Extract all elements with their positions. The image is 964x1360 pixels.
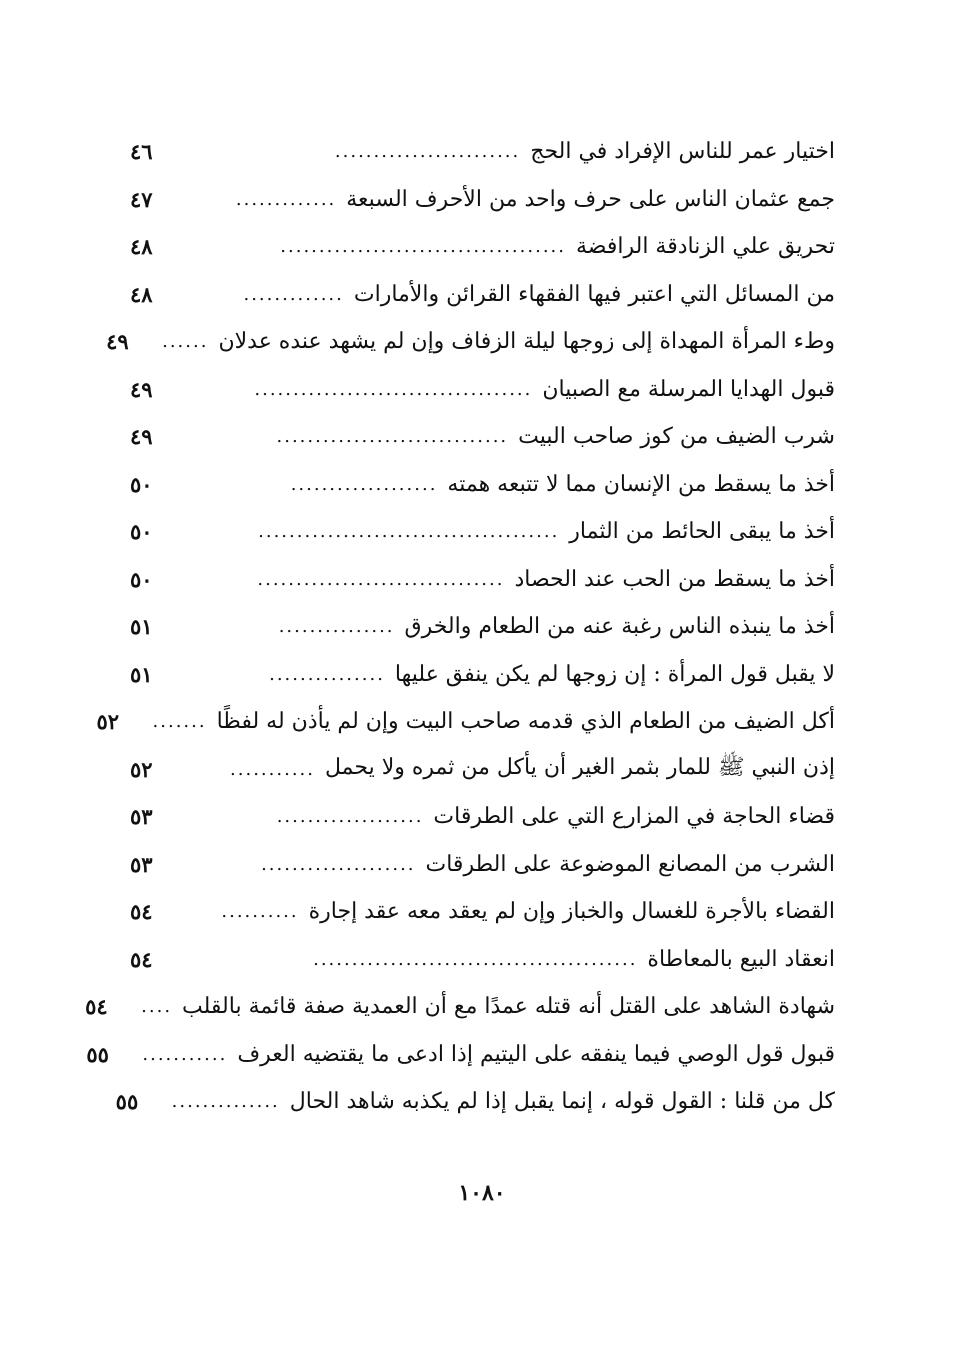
toc-entry-title: أخذ ما ينبذه الناس رغبة عنه من الطعام والخرق xyxy=(404,614,835,640)
toc-leader-dots: ............... xyxy=(269,663,385,685)
toc-entry-page: ٥٠ xyxy=(130,471,153,497)
toc-entry-text xyxy=(186,753,835,785)
toc-entry-text xyxy=(186,377,835,402)
toc-entry-text xyxy=(186,662,835,687)
toc-entry-title: الشرب من المصانع الموضوعة على الطرقات xyxy=(425,851,835,877)
toc-leader-dots: .......... xyxy=(221,901,299,923)
toc-entry xyxy=(85,983,835,1031)
toc-entry-text xyxy=(141,994,835,1019)
toc-entry-text xyxy=(186,282,835,307)
toc-entry-text xyxy=(186,187,835,212)
toc-entry xyxy=(130,366,835,414)
toc-entry-page: ٤٦ xyxy=(130,139,153,165)
toc-entry-title: القضاء بالأجرة للغسال والخباز وإن لم يعقد معه عقد إجارة xyxy=(308,899,835,925)
page-number: ١٠٨٠ xyxy=(458,1180,506,1206)
toc-leader-dots: ....................................... xyxy=(258,521,560,543)
toc-leader-dots: .............................. xyxy=(276,426,509,448)
toc-entry-title: انعقاد البيع بالمعاطاة xyxy=(647,946,835,972)
toc-entry-text xyxy=(186,519,835,544)
toc-entry-page: ٥٥ xyxy=(115,1089,139,1115)
table-of-contents xyxy=(85,128,835,1126)
toc-entry-text xyxy=(153,709,835,734)
toc-entry xyxy=(86,1031,835,1079)
toc-entry-page: ٥٠ xyxy=(130,566,153,592)
toc-entry xyxy=(96,698,835,746)
toc-leader-dots: ................... xyxy=(290,473,438,495)
toc-entry-title: إذن النبي ﷺ للمار بثمر الغير أن يأكل من ثمره ولا يحمل xyxy=(325,755,835,781)
toc-leader-dots: ..................................... xyxy=(280,236,566,258)
toc-entry xyxy=(130,176,835,224)
toc-entry-page: ٥١ xyxy=(130,661,153,687)
toc-leader-dots: ........................ xyxy=(334,141,521,163)
toc-entry-title: وطء المرأة المهداة إلى زوجها ليلة الزفاف وإن لم يشهد عنده عدلان xyxy=(218,329,835,355)
toc-entry xyxy=(130,746,835,794)
toc-entry xyxy=(115,1078,835,1126)
toc-entry-text xyxy=(162,329,835,354)
toc-entry-title: أخذ ما يبقى الحائط من الثمار xyxy=(569,519,835,545)
toc-entry xyxy=(106,318,835,366)
toc-entry-title: قضاء الحاجة في المزارع التي على الطرقات xyxy=(433,804,835,830)
toc-entry-title: قبول قول الوصي فيما ينفقه على اليتيم إذا ادعى ما يقتضيه العرف xyxy=(237,1041,835,1067)
toc-entry-title: لا يقبل قول المرأة : إن زوجها لم يكن ينفق عليها xyxy=(394,661,835,687)
toc-leader-dots: .................................... xyxy=(254,378,533,400)
toc-entry-title: تحريق علي الزنادقة الرافضة xyxy=(575,234,835,260)
toc-entry-title: شرب الضيف من كوز صاحب البيت xyxy=(518,424,835,450)
toc-entry-text xyxy=(186,804,835,829)
toc-entry xyxy=(130,841,835,889)
toc-entry-title: قبول الهدايا المرسلة مع الصبيان xyxy=(542,376,835,402)
toc-entry xyxy=(130,413,835,461)
toc-entry-title: أخذ ما يسقط من الحب عند الحصاد xyxy=(514,566,835,592)
toc-entry-page: ٥٢ xyxy=(130,756,153,782)
toc-leader-dots: .... xyxy=(141,996,173,1018)
toc-entry-page: ٤٩ xyxy=(130,376,153,402)
toc-leader-dots: ....... xyxy=(152,711,207,733)
toc-entry-page: ٥٤ xyxy=(130,899,153,925)
toc-leader-dots: .................... xyxy=(261,853,416,875)
toc-leader-dots: ................... xyxy=(276,806,424,828)
toc-entry-page: ٥٤ xyxy=(85,994,108,1020)
toc-entry-text xyxy=(186,899,835,924)
toc-entry-page: ٥٣ xyxy=(130,804,153,830)
toc-entry-text xyxy=(186,947,835,972)
toc-entry-text xyxy=(186,424,835,449)
toc-entry xyxy=(130,651,835,699)
toc-entry-title: اختيار عمر للناس الإفراد في الحج xyxy=(530,139,835,165)
toc-leader-dots: ............. xyxy=(235,188,337,210)
toc-entry-text xyxy=(186,852,835,877)
toc-leader-dots: .............. xyxy=(171,1091,280,1113)
toc-entry-title: جمع عثمان الناس على حرف واحد من الأحرف السبعة xyxy=(346,186,835,212)
toc-entry xyxy=(130,128,835,176)
toc-entry xyxy=(130,461,835,509)
toc-entry-text xyxy=(186,472,835,497)
toc-leader-dots: ............... xyxy=(278,616,395,638)
toc-entry xyxy=(130,793,835,841)
toc-leader-dots: ...... xyxy=(162,331,209,353)
toc-leader-dots: ............. xyxy=(243,283,344,305)
toc-entry-text xyxy=(186,139,835,164)
toc-entry xyxy=(130,271,835,319)
toc-entry-text xyxy=(142,1042,835,1067)
toc-entry xyxy=(130,603,835,651)
toc-entry-text xyxy=(186,234,835,259)
toc-entry-title: أكل الضيف من الطعام الذي قدمه صاحب البيت وإن لم يأذن له لفظًا xyxy=(216,709,835,735)
toc-entry xyxy=(130,223,835,271)
toc-entry xyxy=(130,936,835,984)
toc-entry-text xyxy=(172,1089,835,1114)
toc-entry-page: ٤٩ xyxy=(106,329,129,355)
toc-leader-dots: ................................ xyxy=(257,568,505,590)
toc-leader-dots: ........... xyxy=(142,1043,228,1065)
toc-entry xyxy=(130,556,835,604)
toc-entry-page: ٥٤ xyxy=(130,946,153,972)
toc-entry-title: كل من قلنا : القول قوله ، إنما يقبل إذا لم يكذبه شاهد الحال xyxy=(289,1089,835,1115)
toc-entry-page: ٥٢ xyxy=(96,709,120,735)
toc-leader-dots: .......................................... xyxy=(313,948,638,970)
toc-entry-page: ٥٥ xyxy=(86,1041,109,1067)
toc-entry-title: من المسائل التي اعتبر فيها الفقهاء القرائن والأمارات xyxy=(353,281,835,307)
toc-entry-text xyxy=(186,567,835,592)
toc-entry-page: ٤٨ xyxy=(130,234,153,260)
toc-entry xyxy=(130,508,835,556)
toc-entry-page: ٤٨ xyxy=(130,281,153,307)
toc-entry-page: ٤٩ xyxy=(130,424,153,450)
toc-entry-page: ٤٧ xyxy=(130,186,153,212)
toc-entry-text xyxy=(186,614,835,639)
toc-leader-dots: ........... xyxy=(230,758,315,780)
toc-entry-page: ٥٠ xyxy=(130,519,153,545)
toc-entry-page: ٥٣ xyxy=(130,851,153,877)
toc-entry-page: ٥١ xyxy=(130,614,153,640)
toc-entry xyxy=(130,888,835,936)
toc-entry-title: شهادة الشاهد على القتل أنه قتله عمدًا مع أن العمدية صفة قائمة بالقلب xyxy=(182,994,835,1020)
toc-entry-title: أخذ ما يسقط من الإنسان مما لا تتبعه همته xyxy=(447,471,835,497)
